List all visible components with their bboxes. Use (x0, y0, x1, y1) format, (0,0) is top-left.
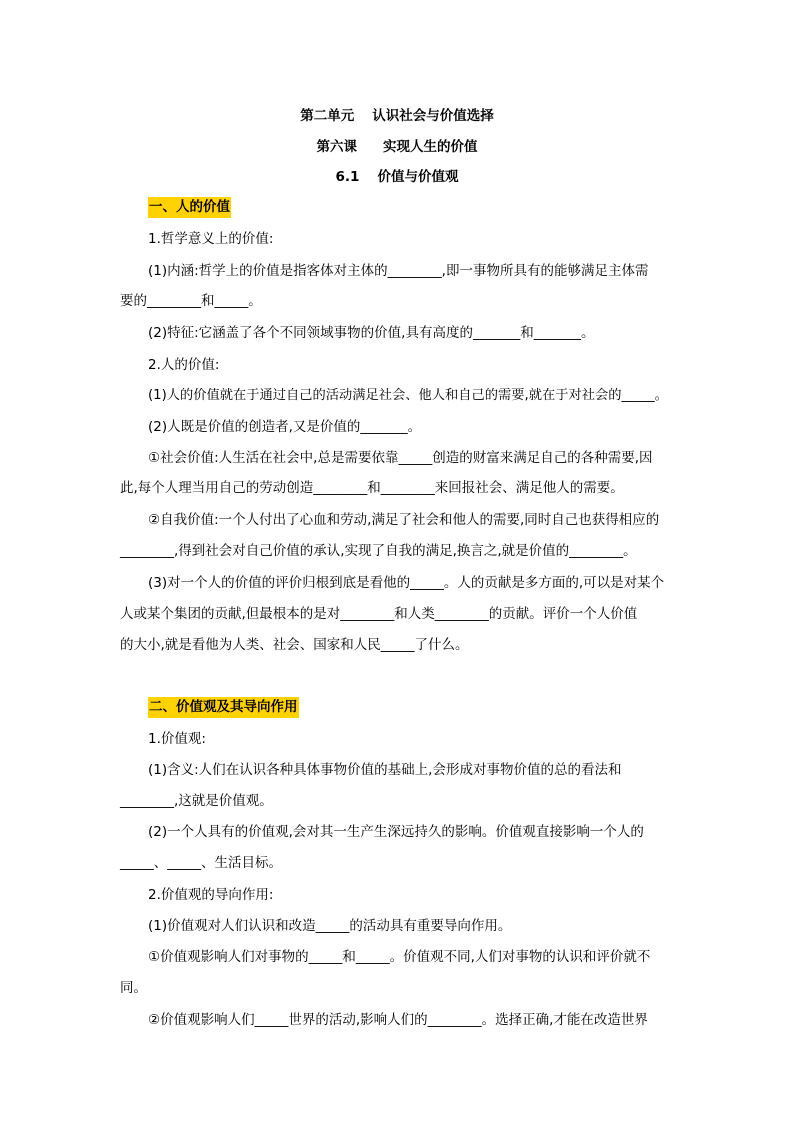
s2-line-4: _____、_____、生活目标。 (120, 855, 282, 871)
s2-line-1: (1)含义:人们在认识各种具体事物价值的基础上,会形成对事物价值的总的看法和 (148, 762, 622, 778)
lesson-title (0, 135, 794, 155)
s1-line-7: ①社会价值:人生活在社会中,总是需要依靠_____创造的财富来满足自己的各种需要,因 (148, 450, 653, 466)
unit-title (0, 104, 794, 124)
section1-heading: 一、人的价值 (148, 197, 231, 218)
lesson-number: 第六课 (316, 139, 357, 155)
s2-line-5: 2.价值观的导向作用: (148, 887, 274, 903)
s1-line-6: (2)人既是价值的创造者,又是价值的_______。 (148, 419, 422, 435)
unit-name: 认识社会与价值选择 (372, 108, 494, 124)
s1-line-3: (2)特征:它涵盖了各个不同领域事物的价值,具有高度的_______和_______。 (148, 325, 595, 341)
s2-line-6: (1)价值观对人们认识和改造_____的活动具有重要导向作用。 (148, 918, 512, 934)
s1-line-1: (1)内涵:哲学上的价值是指客体对主体的________,即一事物所具有的能够满足主体需 (148, 263, 649, 279)
s2-line-9: ②价值观影响人们_____世界的活动,影响人们的________。选择正确,才能在改造世界 (148, 1012, 648, 1028)
section-title (0, 165, 794, 185)
s1-line-12: 人或某个集团的贡献,但最根本的是对________和人类________的贡献。评价一个人价值 (120, 606, 638, 622)
section-name: 价值与价值观 (377, 169, 459, 185)
s1-line-4: 2.人的价值: (148, 357, 220, 373)
s1-line-9: ②自我价值:一个人付出了心血和劳动,满足了社会和他人的需要,同时自己也获得相应的 (148, 512, 660, 528)
s1-line-2: 要的________和_____。 (120, 293, 262, 309)
unit-number: 第二单元 (300, 108, 355, 124)
s1-line-10: ________,得到社会对自己价值的承认,实现了自我的满足,换言之,就是价值的________。 (120, 543, 637, 559)
s1-line-11: (3)对一个人的价值的评价归根到底是看他的_____。人的贡献是多方面的,可以是对某个 (148, 575, 665, 591)
s2-line-0: 1.价值观: (148, 731, 206, 747)
s1-line-0: 1.哲学意义上的价值: (148, 231, 274, 247)
s2-line-7: ①价值观影响人们对事物的_____和_____。价值观不同,人们对事物的认识和评价就不 (148, 949, 651, 965)
s2-line-2: ________,这就是价值观。 (120, 793, 273, 809)
s1-line-8: 此,每个人理当用自己的劳动创造________和________来回报社会、满足他人的需要。 (120, 480, 624, 496)
s2-line-8: 同。 (120, 980, 147, 996)
section-number: 6.1 (335, 169, 360, 185)
lesson-name: 实现人生的价值 (383, 139, 478, 155)
s2-line-3: (2)一个人具有的价值观,会对其一生产生深远持久的影响。价值观直接影响一个人的 (148, 824, 644, 840)
section2-heading: 二、价值观及其导向作用 (148, 697, 299, 718)
s1-line-5: (1)人的价值就在于通过自己的活动满足社会、他人和自己的需要,就在于对社会的_____。 (148, 388, 668, 403)
s1-line-13: 的大小,就是看他为人类、社会、国家和人民_____了什么。 (120, 637, 469, 653)
